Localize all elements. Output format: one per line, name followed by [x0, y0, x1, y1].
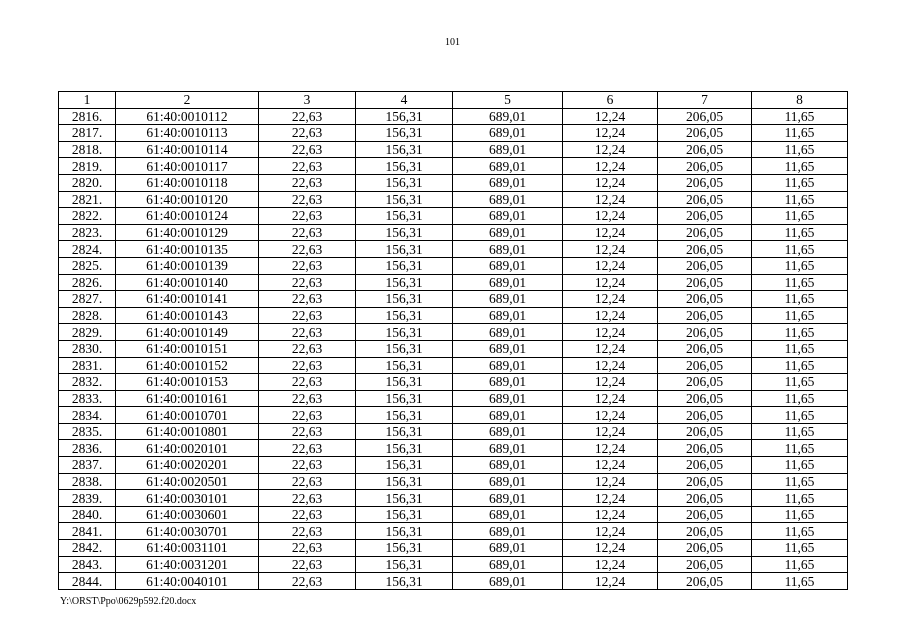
table-cell: 12,24: [563, 125, 658, 142]
table-cell: 689,01: [453, 291, 563, 308]
table-cell: 206,05: [658, 158, 752, 175]
table-cell: 2834.: [59, 407, 116, 424]
table-cell: 206,05: [658, 241, 752, 258]
table-cell: 11,65: [752, 291, 848, 308]
table-cell: 61:40:0010151: [116, 340, 259, 357]
table-cell: 206,05: [658, 274, 752, 291]
table-cell: 206,05: [658, 374, 752, 391]
table-cell: 689,01: [453, 224, 563, 241]
table-cell: 12,24: [563, 506, 658, 523]
header-row: [59, 92, 848, 109]
table-cell: 22,63: [259, 490, 356, 507]
column-header: 2: [116, 92, 259, 109]
column-header: 1: [59, 92, 116, 109]
table-cell: 11,65: [752, 141, 848, 158]
table-cell: 206,05: [658, 490, 752, 507]
table-cell: 22,63: [259, 174, 356, 191]
table-cell: 689,01: [453, 374, 563, 391]
table-cell: 2833.: [59, 390, 116, 407]
table-cell: 11,65: [752, 191, 848, 208]
table-cell: 11,65: [752, 506, 848, 523]
table-cell: 206,05: [658, 357, 752, 374]
table-cell: 689,01: [453, 457, 563, 474]
table-cell: 61:40:0010120: [116, 191, 259, 208]
table-cell: 206,05: [658, 125, 752, 142]
table-cell: 12,24: [563, 423, 658, 440]
table-cell: 2837.: [59, 457, 116, 474]
table-cell: 156,31: [356, 291, 453, 308]
table-cell: 2844.: [59, 573, 116, 590]
table-cell: 2818.: [59, 141, 116, 158]
table-cell: 22,63: [259, 506, 356, 523]
table-cell: 156,31: [356, 307, 453, 324]
table-cell: 156,31: [356, 556, 453, 573]
table-cell: 61:40:0010113: [116, 125, 259, 142]
column-header: 6: [563, 92, 658, 109]
table-cell: 689,01: [453, 324, 563, 341]
table-cell: 12,24: [563, 540, 658, 557]
table-cell: 2840.: [59, 506, 116, 523]
table-cell: 22,63: [259, 357, 356, 374]
table-cell: 689,01: [453, 340, 563, 357]
table-cell: 206,05: [658, 174, 752, 191]
table-cell: 22,63: [259, 141, 356, 158]
table-cell: 61:40:0010141: [116, 291, 259, 308]
table-cell: 2821.: [59, 191, 116, 208]
table-cell: 689,01: [453, 108, 563, 125]
table-cell: 206,05: [658, 141, 752, 158]
table-cell: 156,31: [356, 573, 453, 590]
table-cell: 12,24: [563, 307, 658, 324]
table-cell: 156,31: [356, 324, 453, 341]
table-cell: 689,01: [453, 141, 563, 158]
table-cell: 2839.: [59, 490, 116, 507]
table-cell: 61:40:0030601: [116, 506, 259, 523]
table-cell: 12,24: [563, 440, 658, 457]
table-cell: 12,24: [563, 191, 658, 208]
table-cell: 2822.: [59, 208, 116, 225]
table-cell: 12,24: [563, 340, 658, 357]
column-header: 8: [752, 92, 848, 109]
table-row: [59, 506, 848, 523]
table-cell: 206,05: [658, 573, 752, 590]
table-cell: 12,24: [563, 257, 658, 274]
table-cell: 11,65: [752, 158, 848, 175]
table-cell: 689,01: [453, 274, 563, 291]
table-cell: 12,24: [563, 357, 658, 374]
table-cell: 206,05: [658, 540, 752, 557]
table-cell: 11,65: [752, 257, 848, 274]
table-cell: 2835.: [59, 423, 116, 440]
table-cell: 22,63: [259, 241, 356, 258]
table-cell: 12,24: [563, 523, 658, 540]
table-cell: 2823.: [59, 224, 116, 241]
table-row: [59, 407, 848, 424]
table-cell: 11,65: [752, 407, 848, 424]
table-cell: 22,63: [259, 540, 356, 557]
table-row: [59, 556, 848, 573]
table-cell: 11,65: [752, 125, 848, 142]
table-row: [59, 324, 848, 341]
table-cell: 61:40:0010117: [116, 158, 259, 175]
table-cell: 689,01: [453, 174, 563, 191]
table-cell: 61:40:0010124: [116, 208, 259, 225]
table-cell: 156,31: [356, 523, 453, 540]
table-cell: 12,24: [563, 374, 658, 391]
table-cell: 61:40:0010801: [116, 423, 259, 440]
column-header: 7: [658, 92, 752, 109]
table-row: [59, 274, 848, 291]
table-cell: 156,31: [356, 540, 453, 557]
table-cell: 2817.: [59, 125, 116, 142]
table-cell: 156,31: [356, 108, 453, 125]
table-cell: 206,05: [658, 523, 752, 540]
table-cell: 2838.: [59, 473, 116, 490]
table-cell: 11,65: [752, 224, 848, 241]
table-row: [59, 457, 848, 474]
table-row: [59, 224, 848, 241]
table-cell: 12,24: [563, 291, 658, 308]
table-cell: 11,65: [752, 473, 848, 490]
table-row: [59, 257, 848, 274]
table-cell: 11,65: [752, 423, 848, 440]
table-cell: 11,65: [752, 208, 848, 225]
table-cell: 156,31: [356, 506, 453, 523]
table-cell: 61:40:0010129: [116, 224, 259, 241]
table-row: [59, 291, 848, 308]
table-cell: 61:40:0010149: [116, 324, 259, 341]
table-cell: 12,24: [563, 274, 658, 291]
table-cell: 689,01: [453, 125, 563, 142]
table-cell: 206,05: [658, 257, 752, 274]
table-cell: 12,24: [563, 556, 658, 573]
table-row: [59, 191, 848, 208]
table-cell: 22,63: [259, 257, 356, 274]
table-cell: 2825.: [59, 257, 116, 274]
table-cell: 12,24: [563, 141, 658, 158]
table-cell: 12,24: [563, 490, 658, 507]
table-cell: 2843.: [59, 556, 116, 573]
table-cell: 206,05: [658, 324, 752, 341]
table-cell: 206,05: [658, 407, 752, 424]
table-cell: 22,63: [259, 291, 356, 308]
table-cell: 2826.: [59, 274, 116, 291]
table-row: [59, 423, 848, 440]
footer-file-path: Y:\ORST\Ppo\0629p592.f20.docx: [60, 596, 197, 607]
table-cell: 689,01: [453, 257, 563, 274]
table-cell: 11,65: [752, 490, 848, 507]
table-cell: 11,65: [752, 390, 848, 407]
table-cell: 2827.: [59, 291, 116, 308]
table-cell: 156,31: [356, 241, 453, 258]
table-row: [59, 141, 848, 158]
table-cell: 22,63: [259, 274, 356, 291]
table-cell: 11,65: [752, 440, 848, 457]
table-cell: 11,65: [752, 457, 848, 474]
table-cell: 12,24: [563, 224, 658, 241]
table-row: [59, 241, 848, 258]
table-cell: 2836.: [59, 440, 116, 457]
table-row: [59, 174, 848, 191]
table-cell: 61:40:0010161: [116, 390, 259, 407]
table-cell: 12,24: [563, 457, 658, 474]
table-cell: 156,31: [356, 457, 453, 474]
table-cell: 156,31: [356, 158, 453, 175]
table-row: [59, 208, 848, 225]
table-cell: 12,24: [563, 324, 658, 341]
table-cell: 206,05: [658, 208, 752, 225]
table-cell: 11,65: [752, 357, 848, 374]
table-cell: 206,05: [658, 390, 752, 407]
table-cell: 61:40:0010153: [116, 374, 259, 391]
table-cell: 156,31: [356, 257, 453, 274]
table-cell: 689,01: [453, 473, 563, 490]
page-number: 101: [445, 37, 460, 48]
table-cell: 156,31: [356, 125, 453, 142]
table-cell: 22,63: [259, 340, 356, 357]
table-cell: 156,31: [356, 141, 453, 158]
table-cell: 22,63: [259, 208, 356, 225]
table-cell: 22,63: [259, 457, 356, 474]
table-cell: 12,24: [563, 208, 658, 225]
table-row: [59, 125, 848, 142]
table-cell: 206,05: [658, 191, 752, 208]
table-cell: 689,01: [453, 506, 563, 523]
table-row: [59, 473, 848, 490]
table-cell: 61:40:0010112: [116, 108, 259, 125]
table-cell: 11,65: [752, 374, 848, 391]
table-cell: 689,01: [453, 390, 563, 407]
table-cell: 2842.: [59, 540, 116, 557]
table-cell: 61:40:0010135: [116, 241, 259, 258]
table-cell: 61:40:0031101: [116, 540, 259, 557]
table-cell: 22,63: [259, 423, 356, 440]
table-row: [59, 540, 848, 557]
table-cell: 11,65: [752, 241, 848, 258]
table-cell: 11,65: [752, 274, 848, 291]
table-cell: 22,63: [259, 407, 356, 424]
table-cell: 2828.: [59, 307, 116, 324]
table-cell: 689,01: [453, 573, 563, 590]
table-cell: 689,01: [453, 423, 563, 440]
table-cell: 12,24: [563, 407, 658, 424]
table-cell: 11,65: [752, 340, 848, 357]
table-cell: 206,05: [658, 473, 752, 490]
table-cell: 2832.: [59, 374, 116, 391]
table-cell: 156,31: [356, 374, 453, 391]
table-cell: 206,05: [658, 506, 752, 523]
table-cell: 61:40:0020101: [116, 440, 259, 457]
table-cell: 689,01: [453, 556, 563, 573]
table-cell: 689,01: [453, 523, 563, 540]
table-row: [59, 440, 848, 457]
table-cell: 156,31: [356, 274, 453, 291]
table-cell: 12,24: [563, 241, 658, 258]
table-row: [59, 523, 848, 540]
table-cell: 22,63: [259, 390, 356, 407]
column-header: 3: [259, 92, 356, 109]
table-cell: 22,63: [259, 374, 356, 391]
table-cell: 2816.: [59, 108, 116, 125]
table-cell: 61:40:0030701: [116, 523, 259, 540]
table-cell: 206,05: [658, 457, 752, 474]
table-cell: 12,24: [563, 473, 658, 490]
table-cell: 2829.: [59, 324, 116, 341]
table-cell: 206,05: [658, 556, 752, 573]
table-cell: 156,31: [356, 390, 453, 407]
table-cell: 2819.: [59, 158, 116, 175]
table-cell: 22,63: [259, 158, 356, 175]
table-row: [59, 340, 848, 357]
table-cell: 61:40:0010140: [116, 274, 259, 291]
table-cell: 156,31: [356, 340, 453, 357]
table-cell: 61:40:0010701: [116, 407, 259, 424]
table-cell: 2824.: [59, 241, 116, 258]
table-cell: 689,01: [453, 208, 563, 225]
table-row: [59, 108, 848, 125]
table-cell: 206,05: [658, 108, 752, 125]
table-cell: 11,65: [752, 324, 848, 341]
table-cell: 689,01: [453, 307, 563, 324]
column-header: 5: [453, 92, 563, 109]
table-cell: 2831.: [59, 357, 116, 374]
table-cell: 22,63: [259, 523, 356, 540]
table-cell: 22,63: [259, 307, 356, 324]
table-cell: 206,05: [658, 224, 752, 241]
table-cell: 11,65: [752, 307, 848, 324]
table-cell: 689,01: [453, 407, 563, 424]
table-cell: 11,65: [752, 540, 848, 557]
table-cell: 22,63: [259, 191, 356, 208]
table-cell: 206,05: [658, 340, 752, 357]
table-cell: 61:40:0010143: [116, 307, 259, 324]
table-cell: 22,63: [259, 556, 356, 573]
table-cell: 689,01: [453, 357, 563, 374]
table-row: [59, 158, 848, 175]
table-row: [59, 307, 848, 324]
table-cell: 689,01: [453, 490, 563, 507]
table-cell: 2820.: [59, 174, 116, 191]
table-cell: 22,63: [259, 324, 356, 341]
table-cell: 12,24: [563, 158, 658, 175]
table-cell: 689,01: [453, 158, 563, 175]
table-row: [59, 357, 848, 374]
table-row: [59, 490, 848, 507]
table-cell: 12,24: [563, 390, 658, 407]
table-cell: 206,05: [658, 423, 752, 440]
table-cell: 206,05: [658, 440, 752, 457]
table-cell: 2841.: [59, 523, 116, 540]
table-row: [59, 374, 848, 391]
table-cell: 11,65: [752, 108, 848, 125]
table-cell: 61:40:0020201: [116, 457, 259, 474]
table-cell: 689,01: [453, 241, 563, 258]
table-cell: 689,01: [453, 540, 563, 557]
table-cell: 156,31: [356, 440, 453, 457]
table-cell: 61:40:0020501: [116, 473, 259, 490]
table-body: [59, 108, 848, 589]
table-cell: 22,63: [259, 108, 356, 125]
table-row: [59, 390, 848, 407]
table-cell: 12,24: [563, 174, 658, 191]
table-cell: 156,31: [356, 473, 453, 490]
table-cell: 11,65: [752, 573, 848, 590]
table-cell: 61:40:0010152: [116, 357, 259, 374]
table-cell: 11,65: [752, 556, 848, 573]
table-cell: 61:40:0010139: [116, 257, 259, 274]
table-cell: 12,24: [563, 108, 658, 125]
table-cell: 206,05: [658, 307, 752, 324]
table-cell: 61:40:0010114: [116, 141, 259, 158]
table-cell: 22,63: [259, 473, 356, 490]
table-cell: 156,31: [356, 174, 453, 191]
table-cell: 61:40:0031201: [116, 556, 259, 573]
table-cell: 12,24: [563, 573, 658, 590]
table-cell: 156,31: [356, 357, 453, 374]
table-cell: 61:40:0030101: [116, 490, 259, 507]
table-cell: 156,31: [356, 490, 453, 507]
table-cell: 206,05: [658, 291, 752, 308]
table-cell: 156,31: [356, 191, 453, 208]
table-cell: 22,63: [259, 224, 356, 241]
table-cell: 156,31: [356, 407, 453, 424]
table-cell: 156,31: [356, 224, 453, 241]
column-header: 4: [356, 92, 453, 109]
table-cell: 61:40:0040101: [116, 573, 259, 590]
table-cell: 156,31: [356, 208, 453, 225]
table-cell: 689,01: [453, 440, 563, 457]
table-cell: 11,65: [752, 523, 848, 540]
table-cell: 689,01: [453, 191, 563, 208]
table-row: [59, 573, 848, 590]
table-cell: 156,31: [356, 423, 453, 440]
table-cell: 2830.: [59, 340, 116, 357]
table-cell: 11,65: [752, 174, 848, 191]
data-table: [58, 91, 848, 590]
table-cell: 22,63: [259, 440, 356, 457]
table-cell: 61:40:0010118: [116, 174, 259, 191]
table-cell: 22,63: [259, 125, 356, 142]
table-cell: 22,63: [259, 573, 356, 590]
